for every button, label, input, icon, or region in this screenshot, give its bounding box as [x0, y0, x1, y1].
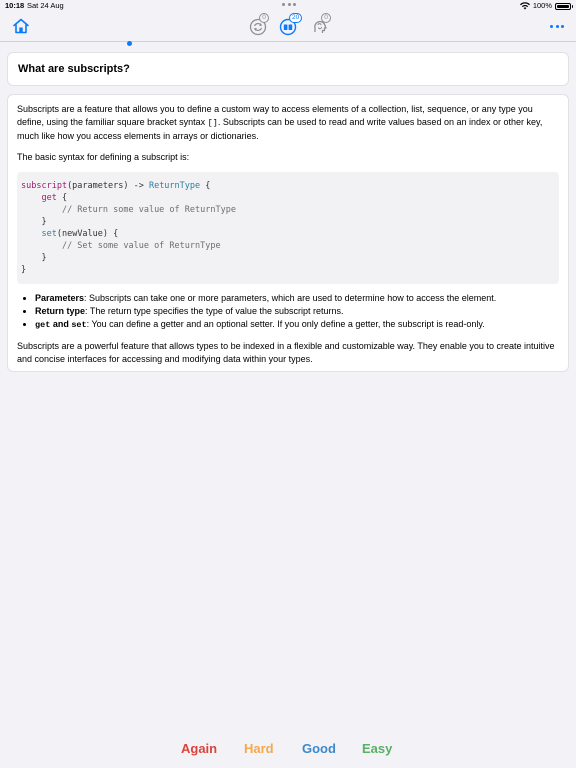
question-card: [7, 52, 569, 86]
bullet-term: and: [50, 319, 72, 329]
wifi-icon: [520, 2, 530, 10]
intro-text-cont: . Subscripts can be used to read and write values based on an index or other key, much like how you access elements in arrays or dictionaries.: [17, 117, 543, 141]
question-title: What are subscripts?: [18, 63, 130, 75]
code-text: (newValue) {: [56, 229, 119, 239]
battery-percent: 100%: [532, 1, 552, 10]
nav-bar: [0, 12, 576, 42]
multitasking-dots-icon[interactable]: [282, 3, 296, 7]
bullet-term-code: get: [35, 320, 51, 330]
status-date: Sat 24 Aug: [27, 1, 64, 10]
code-text: }: [41, 253, 47, 263]
home-icon[interactable]: [12, 17, 30, 35]
inline-code: []: [207, 118, 218, 128]
review-count-badge: 0: [259, 13, 269, 23]
answer-card: [7, 94, 569, 372]
bullet-text: : The return type specifies the type of value the subscript returns.: [85, 306, 344, 316]
cards-button[interactable]: [278, 15, 300, 37]
rating-bar: [0, 738, 576, 760]
code-text: {: [56, 193, 68, 203]
page-indicator-dot: [127, 41, 132, 46]
syntax-intro: The basic syntax for defining a subscript is:: [17, 152, 190, 162]
bullet-list: [17, 292, 559, 332]
code-keyword: get: [41, 193, 57, 203]
code-text: {: [200, 181, 211, 191]
code-keyword: subscript: [21, 181, 68, 191]
review-cards-button[interactable]: [248, 15, 270, 37]
answer-conclusion: Subscripts are a powerful feature that allows types to be indexed in a flexible and customizable way. They enable you to create intuitive and concise interfaces for accessing and modifying data within your types.: [17, 341, 555, 364]
answer-intro: [17, 103, 559, 143]
more-options-icon[interactable]: [550, 20, 564, 32]
good-button[interactable]: Good: [302, 741, 336, 756]
code-comment: // Set some value of ReturnType: [61, 241, 221, 251]
status-bar: [0, 0, 576, 12]
cards-count-badge: 20: [289, 13, 302, 23]
code-text: }: [21, 265, 27, 275]
code-comment: // Return some value of ReturnType: [61, 205, 236, 215]
code-keyword: set: [41, 229, 57, 239]
code-type: ReturnType: [148, 181, 201, 191]
status-right: [520, 0, 571, 12]
easy-button[interactable]: Easy: [362, 741, 393, 756]
again-button[interactable]: Again: [181, 741, 218, 756]
bullet-text: : You can define a getter and an optional setter. If you only define a getter, the subscript is read-only.: [86, 319, 485, 329]
bullet-term: Return type: [35, 306, 86, 316]
code-block: [17, 172, 559, 284]
intro-text: Subscripts are a feature that allows you to define a custom way to access elements of a collection, list, sequence, or any type you define, using the familiar square bracket syntax: [17, 104, 533, 127]
battery-icon: [555, 3, 571, 10]
mastered-count-badge: 0: [321, 13, 331, 23]
bullet-term: Parameters: [35, 293, 85, 303]
list-item: [35, 292, 559, 305]
list-item: [35, 318, 559, 332]
bullet-text: : Subscripts can take one or more parameters, which are used to determine how to access the element.: [84, 293, 497, 303]
hard-button[interactable]: Hard: [244, 741, 274, 756]
code-text: }: [41, 217, 47, 227]
mastered-button[interactable]: [310, 15, 332, 37]
status-time: 10:18: [5, 1, 25, 10]
code-text: (parameters) ->: [67, 181, 149, 191]
list-item: [35, 305, 559, 318]
bullet-term-code: set: [71, 320, 87, 330]
